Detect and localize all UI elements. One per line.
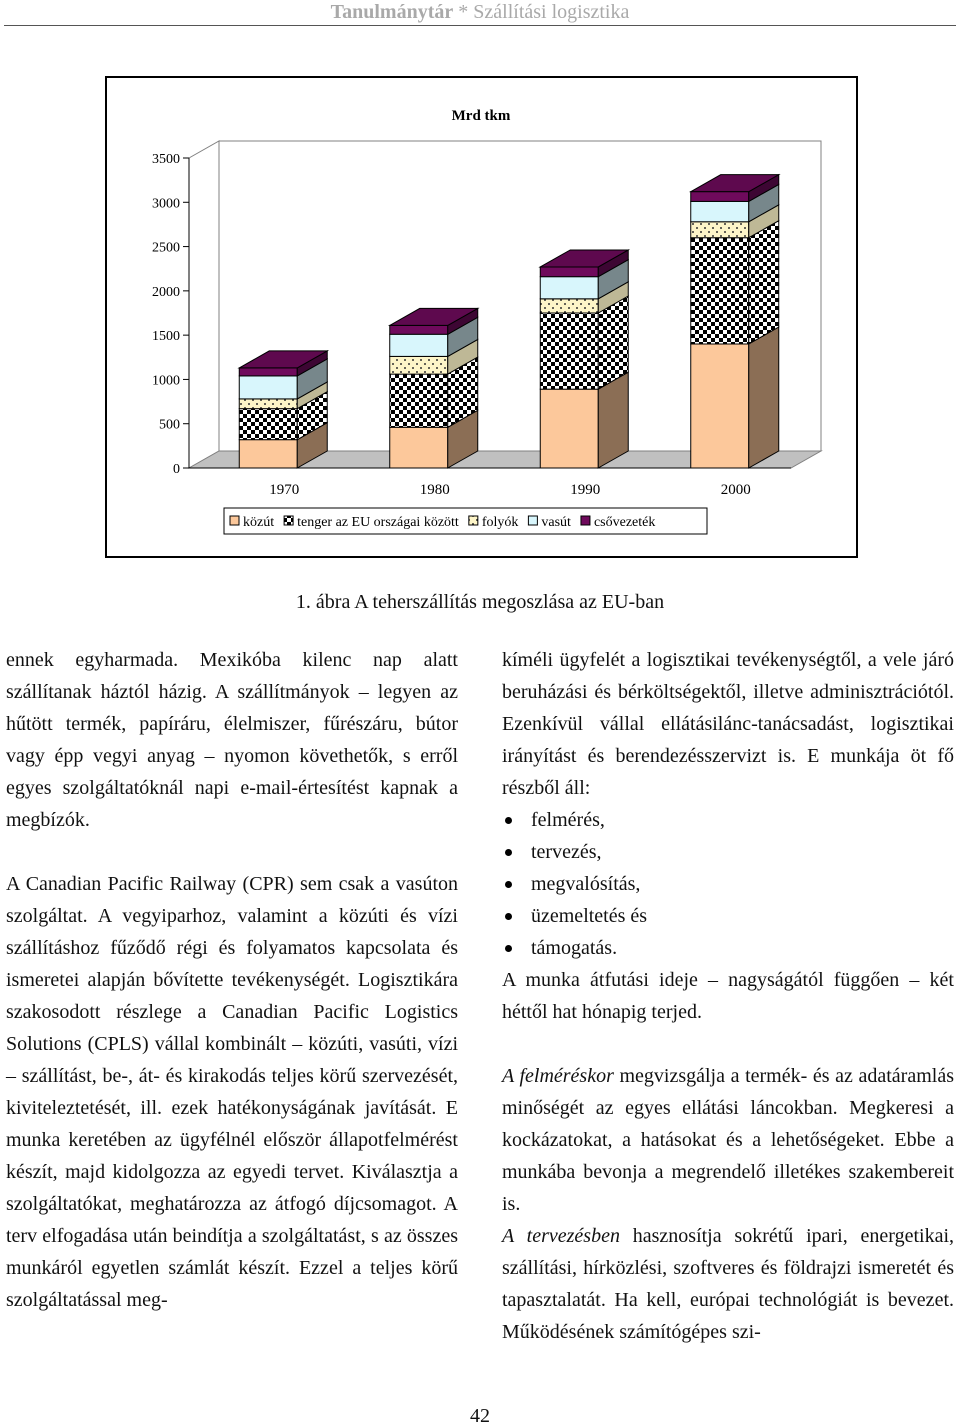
- bar-front: [390, 325, 448, 334]
- bar-front: [691, 344, 749, 468]
- bar-front: [540, 267, 598, 277]
- y-tick-label: 1000: [152, 373, 180, 389]
- bar-front: [691, 201, 749, 221]
- bar-front: [691, 222, 749, 238]
- paragraph-text: megvizsgálja a termék- és az adatáramlás minőségét az egyes ellátási láncokban. Megkeresi a kockázatokat, a hatásokat és a lehetőségeket. Ebbe a munkába bevonja a megrendelő illetékes szakembereit is.: [502, 1065, 954, 1215]
- bar-segment-közút: [691, 327, 779, 468]
- list-item: tervezés,: [502, 836, 954, 868]
- bar-side: [749, 327, 779, 468]
- bar-front: [239, 399, 297, 409]
- bar-segment-tenger-az-EU-országai-között: [691, 221, 779, 344]
- list-item: támogatás.: [502, 932, 954, 964]
- y-tick-label: 3500: [152, 152, 180, 167]
- bar-stack: [540, 250, 628, 468]
- legend-label: folyók: [481, 515, 519, 530]
- list-item: felmérés,: [502, 804, 954, 836]
- bar-front: [390, 374, 448, 427]
- bar-side: [749, 221, 779, 344]
- bar-stack: [691, 175, 779, 468]
- x-tick-label: 1980: [419, 482, 450, 498]
- bar-front: [540, 313, 598, 389]
- legend-swatch: [581, 516, 590, 525]
- legend-label: vasút: [541, 515, 571, 530]
- paragraph-gap: [502, 1028, 954, 1060]
- header-separator: *: [453, 1, 474, 23]
- left-paragraph-2: A Canadian Pacific Railway (CPR) sem csak a vasúton szolgáltat. A vegyiparhoz, valamint a közúti és vízi szállításhoz fűződő régi és folyamatos kapcsolata és ismeretei alapján bővítette tevékenységét. Logisztikára szakosodott részlege a Canadian Pacific Logistics Solutions (CPLS) vállal kombinált – közúti, vasúti, vízi – szállítást, be-, át- és kirakodás teljes körű szervezését, kiviteleztetését, ill. ezek hatékonyságának javítását. E munka keretében az ügyfélnél először állapotfelmérést készít, majd kidolgozza az egyedi tervet. Kiválasztja a szolgáltatókat, meghatározza az átfogó díjcsomagot. A terv elfogadása után beindítja a szolgáltatást, s az összes munkáról egyetlen számlát készít. Ezzel a teljes körű szolgáltatással meg-: [6, 873, 458, 1311]
- bar-front: [540, 277, 598, 299]
- legend-label: csővezeték: [593, 515, 656, 530]
- legend-swatch: [230, 516, 239, 525]
- left-column: [6, 644, 458, 1316]
- right-column: [502, 644, 954, 1348]
- bar-front: [540, 389, 598, 468]
- bar-front: [239, 409, 297, 440]
- header-title: Szállítási logisztika: [473, 1, 630, 23]
- right-paragraph-1: kíméli ügyfelét a logisztikai tevékenységtől, a vele járó beruházási és bérköltségektől, illetve adminisztrációtól. Ezenkívül vállal ellátásilánc-tanácsadást, logisztikai irányítást és berendezésszervizt is. E munkája öt fő részből áll:: [502, 649, 954, 799]
- legend-swatch: [284, 516, 293, 525]
- legend-label: közút: [243, 515, 275, 530]
- bar-front: [390, 427, 448, 468]
- y-tick-label: 2000: [152, 284, 180, 300]
- list-item: megvalósítás,: [502, 868, 954, 900]
- stacked-bar-chart: [107, 78, 856, 556]
- bar-front: [540, 299, 598, 313]
- bar-front: [239, 376, 297, 399]
- bar-front: [691, 238, 749, 344]
- right-paragraph-4: [502, 1220, 954, 1348]
- legend-item: [284, 515, 459, 530]
- left-paragraph-1: ennek egyharmada. Mexikóba kilenc nap alatt szállítanak háztól házig. A szállítmányok – legyen az hűtött termék, papíráru, élelmiszer, fűrészáru, bútor vagy épp vegyi anyag – nyomon követhetők, s erről egyes szolgáltatóknál napi e-mail-értesítést kapnak a megbízók.: [6, 649, 458, 831]
- x-tick-label: 2000: [720, 482, 751, 498]
- paragraph-gap: [6, 836, 458, 868]
- bar-front: [390, 334, 448, 356]
- chart-title: Mrd tkm: [451, 108, 511, 124]
- legend-label: tenger az EU országai között: [297, 515, 459, 530]
- list-item: üzemeltetés és: [502, 900, 954, 932]
- y-tick-label: 1500: [152, 329, 180, 345]
- x-tick-label: 1970: [269, 482, 300, 498]
- figure-caption: 1. ábra A teherszállítás megoszlása az EU-ban: [295, 591, 665, 613]
- right-paragraph-3: [502, 1060, 954, 1220]
- legend-swatch: [469, 516, 478, 525]
- page-number: 42: [470, 1405, 490, 1427]
- left-wall: [189, 141, 219, 468]
- running-header: [0, 0, 960, 24]
- bar-front: [390, 356, 448, 374]
- y-tick-label: 500: [159, 417, 180, 433]
- x-tick-label: 1990: [570, 482, 601, 498]
- bar-stack: [239, 351, 327, 468]
- phase-list: [502, 804, 954, 964]
- emphasis-text: A felméréskor: [502, 1065, 614, 1087]
- y-tick-label: 3000: [152, 196, 180, 212]
- y-tick-label: 2500: [152, 240, 180, 256]
- paragraph-text: hasznosítja sokrétű ipari, energetikai, szállítási, hírközlési, szoftveres és földrajzi ismeretét és tapasztalatát. Ha kell, európai technológiát is bevezet. Működésének számítógépes szi-: [502, 1225, 954, 1343]
- header-brand: Tanulmánytár: [330, 1, 454, 23]
- emphasis-text: A tervezésben: [502, 1225, 620, 1247]
- bar-front: [239, 368, 297, 376]
- legend-swatch: [528, 516, 537, 525]
- bar-stack: [390, 308, 478, 468]
- right-paragraph-2: A munka átfutási ideje – nagyságától függően – két héttől hat hónapig terjed.: [502, 969, 954, 1023]
- chart-frame: [105, 76, 858, 558]
- bar-front: [239, 440, 297, 468]
- bar-front: [691, 192, 749, 202]
- header-rule: [4, 25, 956, 26]
- y-tick-label: 0: [173, 462, 180, 477]
